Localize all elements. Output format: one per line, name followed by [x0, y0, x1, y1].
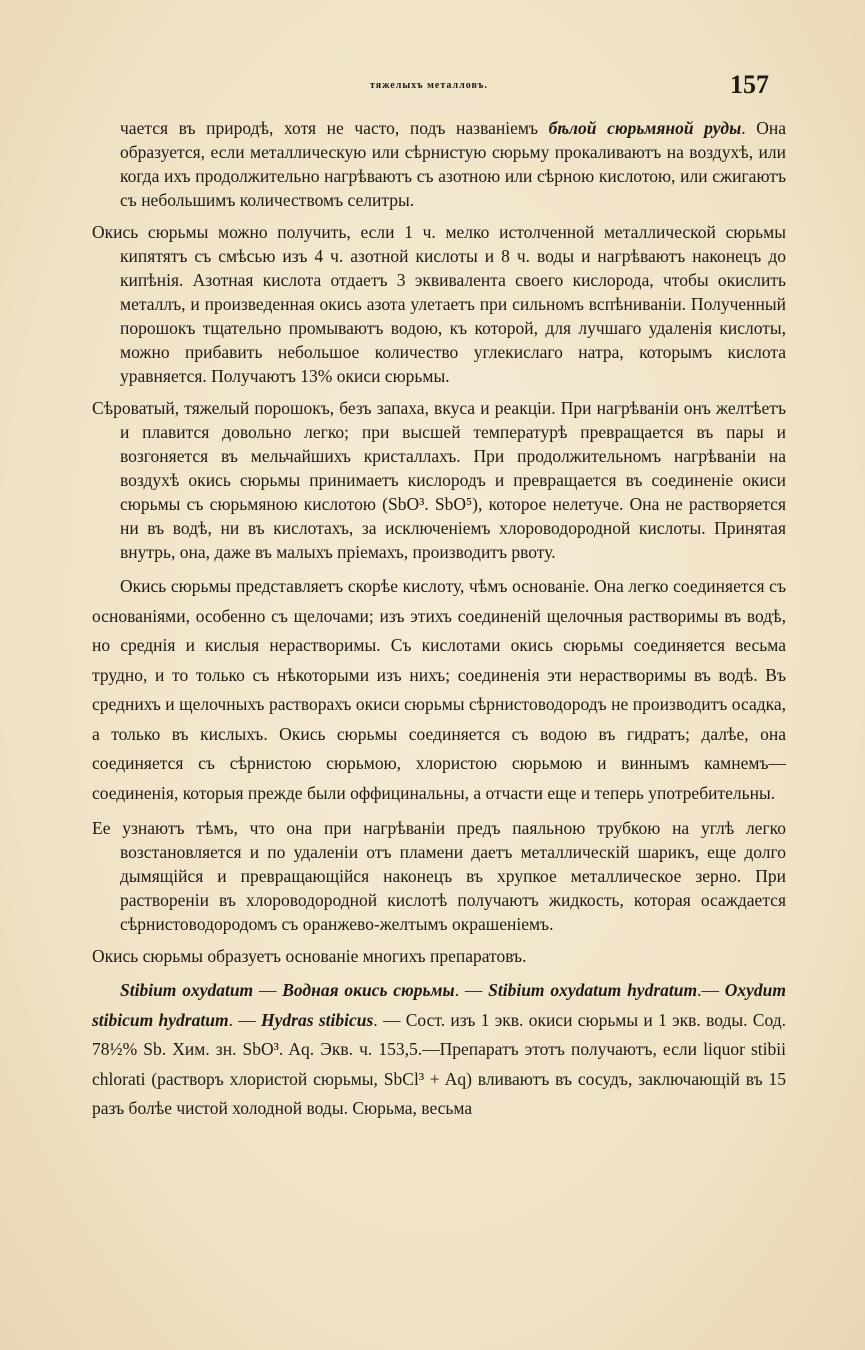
page-number: 157 [730, 70, 769, 99]
paragraph-3 [92, 396, 786, 564]
text-run: Окись сюрьмы образуетъ основаніе многихъ препаратовъ. [92, 946, 527, 966]
paragraph-4 [92, 572, 786, 808]
paragraph-6 [92, 944, 786, 968]
paragraph-5 [92, 816, 786, 936]
italic-term: Stibium oxydatum hydratum [488, 980, 698, 1000]
paragraph-7 [92, 976, 786, 1124]
text-run: .— [697, 980, 725, 1000]
text-run: . — Сост. изъ 1 экв. окиси сюрьмы и 1 экв. воды. Сод. 78½% Sb. Хим. зн. SbO³. Aq. Экв. ч. 153,5.—Препаратъ этотъ получаютъ, если liquor stibii chlorati (растворъ хлористой сюрьмы, SbCl³ + Aq) вливаютъ въ сосудъ, заключающій въ 15 разъ болѣе чистой холодной воды. Сюрьма, весьма [92, 1009, 786, 1118]
paragraph-2 [92, 220, 786, 388]
text-run: Ее узнаютъ тѣмъ, что она при нагрѣваніи предъ паяльною трубкою на углѣ легко возстановляется и по удаленіи отъ пламени даетъ металлическій шарикъ, еще долго дымящійся и превращающійся наконецъ въ хрупкое металлическое зерно. При раствореніи въ хлороводородной кислотѣ получаютъ жидкость, которая осаждается сѣрнистоводородомъ съ оранжево-желтымъ окрашеніемъ. [92, 818, 786, 934]
page-body [92, 116, 786, 1132]
text-run: Окись сюрьмы представляетъ скорѣе кислоту, чѣмъ основаніе. Она легко соединяется съ основаніями, особенно съ щелочами; изъ этихъ соединеній щелочныя растворимы въ водѣ, но среднія и кислыя нерастворимы. Съ кислотами окись сюрьмы соединяется весьма трудно, и то только съ нѣкоторыми изъ нихъ; соединенія эти нерастворимы въ водѣ. Въ среднихъ и щелочныхъ растворахъ окиси сюрьмы сѣрнистоводородъ не производитъ осадка, а только въ кислыхъ. Окись сюрьмы соединяется съ водою въ гидратъ; далѣе, она соединяется съ сѣрнистою сюрьмою, хлористою сюрьмою и виннымъ камнемъ—соединенія, которыя прежде были оффицинальны, а отчасти еще и теперь употребительны. [92, 576, 786, 803]
italic-term: Oxydum stibicum hydratum [92, 980, 786, 1030]
text-run: . — [454, 980, 489, 1000]
italic-term: Hydras stibicus [261, 1009, 374, 1030]
running-head [0, 70, 865, 100]
text-run: . Она образуется, если металлическую или сѣрнистую сюрьму прокаливаютъ на воздухѣ, или когда ихъ продолжительно нагрѣваютъ съ азотною или сѣрною кислотою, или сжигаютъ съ небольшимъ количествомъ селитры. [120, 118, 787, 210]
italic-term: бѣлой сюрьмяной руды [548, 118, 742, 138]
text-run: Сѣроватый, тяжелый порошокъ, безъ запаха, вкуса и реакціи. При нагрѣваніи онъ желтѣетъ и плавится довольно легко; при высшей температурѣ превращается въ пары и возгоняется въ мельчайшихъ кристаллахъ. При продолжительномъ нагрѣваніи на воздухѣ окись сюрьмы принимаетъ кислородъ и превращается въ соединеніе окиси сюрьмы съ сюрьмяною кислотою (SbO³. SbO⁵), которое нелетуче. Она не растворяется ни въ водѣ, ни въ кислотахъ, за исключеніемъ хлороводородной кислоты. Принятая внутрь, она, даже въ малыхъ пріемахъ, производитъ рвоту. [92, 398, 786, 562]
text-run: — [253, 980, 283, 1000]
text-run: Окись сюрьмы можно получить, если 1 ч. мелко истолченной металлической сюрьмы кипятятъ съ смѣсью изъ 4 ч. азотной кислоты и 8 ч. воды и нагрѣваютъ наконецъ до кипѣнія. Азотная кислота отдаетъ 3 эквивалента своего кислорода, чтобы окислить металлъ, и произведенная окись азота улетаетъ при сильномъ вспѣниваніи. Полученный порошокъ тщательно промываютъ водою, къ которой, для лучшаго удаленія кислоты, можно прибавить небольшое количество углекислаго натра, которымъ кислота уравняется. Получаютъ 13% окиси сюрьмы. [92, 222, 786, 386]
text-run: чается въ природѣ, хотя не часто, подъ названіемъ [120, 118, 549, 138]
italic-term: Stibium oxydatum [120, 980, 254, 1000]
paragraph-1 [92, 116, 786, 212]
italic-term: Водная окись сюрьмы [282, 980, 455, 1000]
running-title: тяжелыхъ металловъ. [370, 80, 488, 91]
text-run: . — [228, 1009, 262, 1030]
